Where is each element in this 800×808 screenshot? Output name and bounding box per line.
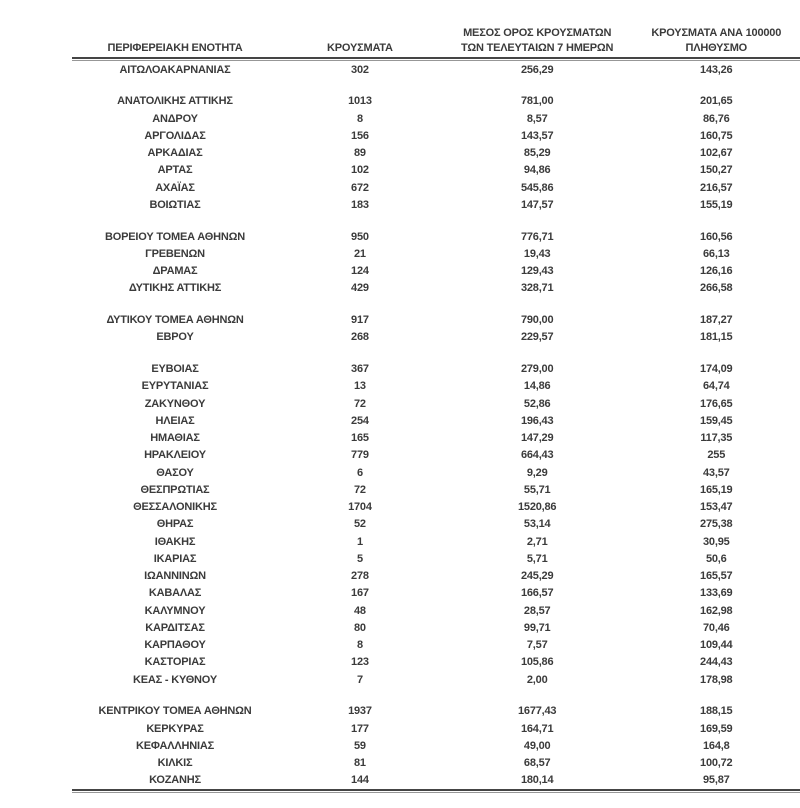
cell-region: ΘΕΣΠΡΩΤΙΑΣ <box>140 483 210 496</box>
table-header-row <box>72 24 800 57</box>
cell-avg7: 776,71 <box>520 230 554 243</box>
cell-per100k: 153,47 <box>700 501 733 514</box>
cell-cases: 254 <box>351 414 369 427</box>
cell-per100k: 43,57 <box>703 466 730 479</box>
cell-per100k: 244,43 <box>700 656 733 669</box>
cell-avg7: 85,29 <box>523 147 551 160</box>
col-header-cases-line2: ΚΡΟΥΣΜΑΤΑ <box>327 42 393 54</box>
cell-avg7: 8,57 <box>526 112 548 125</box>
cell-region: ΙΚΑΡΙΑΣ <box>153 552 197 565</box>
cell-cases: 779 <box>351 449 369 462</box>
cell-per100k: 95,87 <box>703 774 730 787</box>
table-row <box>72 654 800 671</box>
cell-avg7: 781,00 <box>520 95 554 108</box>
cell-cases: 950 <box>351 230 369 243</box>
cell-region: ΑΡΓΟΛΙΔΑΣ <box>144 129 206 142</box>
cell-avg7: 196,43 <box>520 414 554 427</box>
table-row <box>72 263 800 280</box>
cell-per100k: 160,56 <box>700 230 733 243</box>
cell-region: ΒΟΡΕΙΟΥ ΤΟΜΕΑ ΑΘΗΝΩΝ <box>105 230 245 243</box>
cell-avg7: 9,29 <box>526 466 548 479</box>
col-header-cases <box>278 24 442 57</box>
group-spacer <box>72 346 800 361</box>
cell-per100k: 255 <box>707 449 726 462</box>
cell-region: ΘΗΡΑΣ <box>156 518 194 531</box>
cell-avg7: 279,00 <box>520 363 554 376</box>
cell-per100k: 133,69 <box>700 587 733 600</box>
cell-avg7: 1520,86 <box>517 501 557 514</box>
cell-avg7: 328,71 <box>520 282 554 295</box>
cell-cases: 59 <box>353 739 366 752</box>
cell-region: ΑΝΑΤΟΛΙΚΗΣ ΑΤΤΙΚΗΣ <box>117 95 233 108</box>
cell-avg7: 99,71 <box>523 621 551 634</box>
cell-cases: 177 <box>351 722 369 735</box>
cell-region: ΗΛΕΙΑΣ <box>155 414 195 427</box>
cell-per100k: 164,8 <box>703 739 730 752</box>
cell-avg7: 52,86 <box>523 397 551 410</box>
col-header-per100k-line1: ΚΡΟΥΣΜΑΤΑ ΑΝΑ 100000 <box>651 27 782 39</box>
table-row <box>72 516 800 533</box>
cell-cases: 917 <box>351 314 369 327</box>
cell-avg7: 55,71 <box>523 483 551 496</box>
table-row <box>72 737 800 754</box>
cell-per100k: 162,98 <box>700 604 733 617</box>
cell-cases: 278 <box>351 570 369 583</box>
cell-avg7: 53,14 <box>523 518 551 531</box>
table-row <box>72 568 800 585</box>
cell-avg7: 19,43 <box>523 247 551 260</box>
cell-avg7: 664,43 <box>520 449 554 462</box>
cell-per100k: 30,95 <box>703 535 730 548</box>
table-row <box>72 481 800 498</box>
col-header-region-line2: ΠΕΡΙΦΕΡΕΙΑΚΗ ΕΝΟΤΗΤΑ <box>107 42 243 54</box>
cell-per100k: 150,27 <box>700 164 733 177</box>
cell-region: ΘΑΣΟΥ <box>156 466 194 479</box>
group-spacer <box>72 688 800 703</box>
cell-per100k: 178,98 <box>700 673 733 686</box>
cell-per100k: 143,26 <box>700 63 733 76</box>
table-row <box>72 720 800 737</box>
table-row <box>72 61 800 78</box>
cell-avg7: 545,86 <box>520 181 554 194</box>
cell-cases: 167 <box>351 587 369 600</box>
cell-cases: 8 <box>356 639 363 652</box>
cell-region: ΚΑΒΑΛΑΣ <box>148 587 202 600</box>
table-row <box>72 228 800 245</box>
cell-region: ΕΥΒΟΙΑΣ <box>151 363 199 376</box>
cell-region: ΚΑΡΠΑΘΟΥ <box>144 639 206 652</box>
table-row <box>72 162 800 179</box>
table-row <box>72 755 800 772</box>
cell-per100k: 64,74 <box>703 380 730 393</box>
table-body <box>72 61 800 789</box>
cell-cases: 72 <box>353 397 366 410</box>
cell-avg7: 180,14 <box>520 774 554 787</box>
cell-region: ΗΡΑΚΛΕΙΟΥ <box>144 449 206 462</box>
cell-avg7: 143,57 <box>520 129 554 142</box>
cell-region: ΚΕΦΑΛΛΗΝΙΑΣ <box>136 739 214 752</box>
table-row <box>72 499 800 516</box>
cell-cases: 80 <box>353 621 366 634</box>
table-row <box>72 585 800 602</box>
cell-avg7: 245,29 <box>520 570 554 583</box>
table-row <box>72 533 800 550</box>
table-row <box>72 378 800 395</box>
cell-cases: 268 <box>351 331 369 344</box>
cell-cases: 302 <box>351 63 369 76</box>
cell-cases: 156 <box>351 129 369 142</box>
cell-cases: 165 <box>351 432 369 445</box>
cell-region: ΚΕΡΚΥΡΑΣ <box>146 722 204 735</box>
cell-region: ΚΕΑΣ - ΚΥΘΝΟΥ <box>133 673 217 686</box>
cell-avg7: 1677,43 <box>517 705 557 718</box>
col-header-avg7-line1: ΜΕΣΟΣ ΟΡΟΣ ΚΡΟΥΣΜΑΤΩΝ <box>463 27 612 39</box>
cell-avg7: 94,86 <box>523 164 551 177</box>
cell-per100k: 216,57 <box>700 181 733 194</box>
cell-per100k: 176,65 <box>700 397 733 410</box>
cell-cases: 72 <box>353 483 366 496</box>
cell-cases: 81 <box>353 757 366 770</box>
cell-per100k: 181,15 <box>700 331 733 344</box>
cell-cases: 367 <box>351 363 369 376</box>
cell-region: ΕΒΡΟΥ <box>156 331 194 344</box>
table-row <box>72 772 800 789</box>
table-row <box>72 619 800 636</box>
cell-per100k: 109,44 <box>700 639 733 652</box>
table-row <box>72 430 800 447</box>
table-row <box>72 312 800 329</box>
col-header-avg7-line2: ΤΩΝ ΤΕΛΕΥΤΑΙΩΝ 7 ΗΜΕΡΩΝ <box>461 42 614 54</box>
table-row <box>72 602 800 619</box>
cell-avg7: 2,00 <box>526 673 548 686</box>
table-row <box>72 93 800 110</box>
cell-region: ΓΡΕΒΕΝΩΝ <box>145 247 205 260</box>
cell-cases: 183 <box>351 198 369 211</box>
cell-per100k: 188,15 <box>700 705 733 718</box>
cell-region: ΑΡΚΑΔΙΑΣ <box>147 147 203 160</box>
table-row <box>72 671 800 688</box>
cell-region: ΗΜΑΘΙΑΣ <box>150 432 200 445</box>
group-spacer <box>72 78 800 93</box>
cell-avg7: 229,57 <box>520 331 554 344</box>
cell-cases: 1013 <box>348 95 372 108</box>
cell-per100k: 201,65 <box>700 95 733 108</box>
table-row <box>72 280 800 297</box>
cell-avg7: 28,57 <box>523 604 551 617</box>
group-spacer <box>72 297 800 312</box>
cell-cases: 672 <box>351 181 369 194</box>
cell-avg7: 68,57 <box>523 757 551 770</box>
cell-region: ΒΟΙΩΤΙΑΣ <box>149 198 201 211</box>
cell-avg7: 49,00 <box>523 739 551 752</box>
cell-per100k: 100,72 <box>700 757 733 770</box>
cell-region: ΚΟΖΑΝΗΣ <box>149 774 201 787</box>
col-header-region <box>72 24 278 57</box>
cell-avg7: 164,71 <box>520 722 554 735</box>
cell-per100k: 102,67 <box>700 147 733 160</box>
table-row <box>72 110 800 127</box>
cell-avg7: 790,00 <box>520 314 554 327</box>
cell-region: ΚΑΡΔΙΤΣΑΣ <box>145 621 205 634</box>
table-row <box>72 196 800 213</box>
cell-per100k: 169,59 <box>700 722 733 735</box>
cell-region: ΑΙΤΩΛΟΑΚΑΡΝΑΝΙΑΣ <box>119 63 231 76</box>
cell-region: ΑΡΤΑΣ <box>157 164 193 177</box>
cell-per100k: 117,35 <box>700 432 733 445</box>
cell-cases: 5 <box>356 552 363 565</box>
table-row <box>72 550 800 567</box>
footer-rule <box>72 789 800 793</box>
cell-cases: 1937 <box>348 705 372 718</box>
col-header-avg7 <box>442 24 633 57</box>
cell-cases: 124 <box>351 265 369 278</box>
table-row <box>72 361 800 378</box>
cell-avg7: 2,71 <box>526 535 548 548</box>
cell-per100k: 174,09 <box>700 363 733 376</box>
cell-per100k: 70,46 <box>703 621 730 634</box>
table-row <box>72 329 800 346</box>
cell-region: ΘΕΣΣΑΛΟΝΙΚΗΣ <box>133 501 217 514</box>
cell-per100k: 165,57 <box>700 570 733 583</box>
group-spacer <box>72 214 800 229</box>
cell-cases: 1 <box>356 535 363 548</box>
cell-per100k: 275,38 <box>700 518 733 531</box>
cell-region: ΕΥΡΥΤΑΝΙΑΣ <box>141 380 209 393</box>
cell-region: ΔΥΤΙΚΗΣ ΑΤΤΙΚΗΣ <box>128 282 222 295</box>
cell-cases: 1704 <box>348 501 372 514</box>
cell-per100k: 160,75 <box>700 129 733 142</box>
col-header-per100k <box>633 24 800 57</box>
cell-region: ΚΑΛΥΜΝΟΥ <box>144 604 206 617</box>
table-row <box>72 395 800 412</box>
cell-per100k: 266,58 <box>700 282 733 295</box>
cell-region: ΚΙΛΚΙΣ <box>157 757 193 770</box>
cell-cases: 429 <box>351 282 369 295</box>
cell-per100k: 86,76 <box>703 112 730 125</box>
cell-avg7: 129,43 <box>520 265 554 278</box>
cell-per100k: 66,13 <box>703 247 730 260</box>
cell-region: ΑΧΑΪΑΣ <box>155 181 195 194</box>
cell-avg7: 147,29 <box>520 432 554 445</box>
cell-cases: 21 <box>353 247 366 260</box>
table-row <box>72 703 800 720</box>
cell-cases: 123 <box>351 656 369 669</box>
cell-avg7: 256,29 <box>520 63 554 76</box>
cell-region: ΔΡΑΜΑΣ <box>152 265 198 278</box>
cases-by-region-table <box>72 24 800 793</box>
cell-per100k: 50,6 <box>705 552 727 565</box>
cell-avg7: 166,57 <box>520 587 554 600</box>
cell-per100k: 187,27 <box>700 314 733 327</box>
table-row <box>72 412 800 429</box>
cell-cases: 6 <box>356 466 363 479</box>
table-row <box>72 127 800 144</box>
cell-per100k: 126,16 <box>700 265 733 278</box>
cell-region: ΚΑΣΤΟΡΙΑΣ <box>144 656 206 669</box>
cell-region: ΙΘΑΚΗΣ <box>154 535 196 548</box>
cell-cases: 7 <box>356 673 363 686</box>
table-row <box>72 145 800 162</box>
cell-cases: 52 <box>353 518 366 531</box>
table-row <box>72 637 800 654</box>
col-header-per100k-line2: ΠΛΗΘΥΣΜΟ <box>685 42 748 54</box>
table-row <box>72 179 800 196</box>
cell-cases: 8 <box>356 112 363 125</box>
cell-cases: 102 <box>351 164 369 177</box>
cell-avg7: 7,57 <box>526 639 548 652</box>
cell-cases: 13 <box>353 380 366 393</box>
cell-per100k: 165,19 <box>700 483 733 496</box>
cell-region: ΖΑΚΥΝΘΟΥ <box>144 397 206 410</box>
cell-region: ΑΝΔΡΟΥ <box>152 112 198 125</box>
table-row <box>72 464 800 481</box>
cell-per100k: 155,19 <box>700 198 733 211</box>
cell-region: ΙΩΑΝΝΙΝΩΝ <box>144 570 206 583</box>
table-row <box>72 245 800 262</box>
cell-per100k: 159,45 <box>700 414 733 427</box>
cell-region: ΔΥΤΙΚΟΥ ΤΟΜΕΑ ΑΘΗΝΩΝ <box>106 314 244 327</box>
cell-cases: 144 <box>351 774 369 787</box>
cell-avg7: 5,71 <box>526 552 548 565</box>
cell-cases: 48 <box>353 604 366 617</box>
cell-avg7: 14,86 <box>523 380 551 393</box>
cell-avg7: 105,86 <box>520 656 554 669</box>
cell-cases: 89 <box>353 147 366 160</box>
cell-region: ΚΕΝΤΡΙΚΟΥ ΤΟΜΕΑ ΑΘΗΝΩΝ <box>98 705 252 718</box>
table-row <box>72 447 800 464</box>
cell-avg7: 147,57 <box>520 198 554 211</box>
